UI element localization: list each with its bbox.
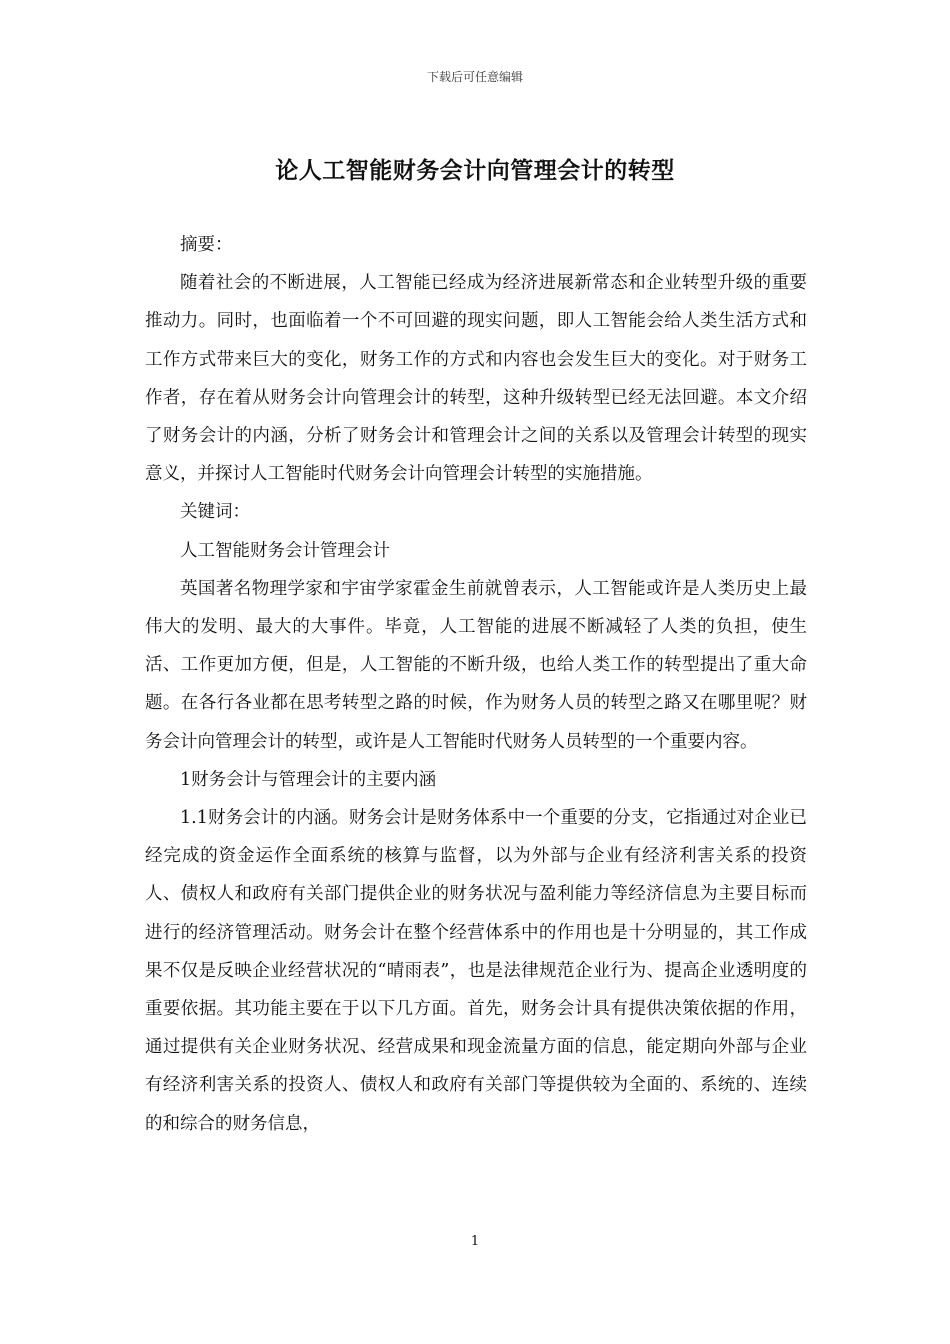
- document-body: [145, 226, 807, 1143]
- section-heading: 1财务会计与管理会计的主要内涵: [180, 769, 437, 790]
- keywords-label: 关键词：: [180, 502, 250, 523]
- intro-paragraph: 英国著名物理学家和宇宙学家霍金生前就曾表示，人工智能或许是人类历史上最伟大的发明、最大的大事件。毕竟，人工智能的进展不断减轻了人类的负担，使生活、工作更加方便，但是，人工智能的不断升级，也给人类工作的转型提出了重大命题。在各行各业都在思考转型之路的时候，作为财务人员的转型之路又在哪里呢？财务会计向管理会计的转型，或许是人工智能时代财务人员转型的一个重要内容。: [145, 578, 807, 752]
- abstract-label: 摘要：: [180, 235, 233, 255]
- page-number: 1: [470, 1234, 480, 1249]
- section-paragraph: 1.1财务会计的内涵。财务会计是财务体系中一个重要的分支，它指通过对企业已经完成的资金运作全面系统的核算与监督，以为外部与企业有经济利害关系的投资人、债权人和政府有关部门提供企业的财务状况与盈利能力等经济信息为主要目标而进行的经济管理活动。财务会计在整个经营体系中的作用也是十分明显的，其工作成果不仅是反映企业经营状况的“晴雨表”，也是法律规范企业行为、提高企业透明度的重要依据。其功能主要在于以下几方面。首先，财务会计具有提供决策依据的作用，通过提供有关企业财务状况、经营成果和现金流量方面的信息，能定期向外部与企业有经济利害关系的投资人、债权人和政府有关部门等提供较为全面的、系统的、连续的和综合的财务信息，: [145, 808, 807, 1134]
- page-header-note: 下载后可任意编辑: [426, 70, 523, 84]
- keywords-text: 人工智能财务会计管理会计: [180, 540, 390, 561]
- abstract-paragraph: 随着社会的不断进展，人工智能已经成为经济进展新常态和企业转型升级的重要推动力。同时，也面临着一个不可回避的现实问题，即人工智能会给人类生活方式和工作方式带来巨大的变化，财务工作的方式和内容也会发生巨大的变化。对于财务工作者，存在着从财务会计向管理会计的转型，这种升级转型已经无法回避。本文介绍了财务会计的内涵，分析了财务会计和管理会计之间的关系以及管理会计转型的现实意义，并探讨人工智能时代财务会计向管理会计转型的实施措施。: [145, 273, 807, 485]
- document-title: 论人工智能财务会计向管理会计的转型: [275, 157, 675, 184]
